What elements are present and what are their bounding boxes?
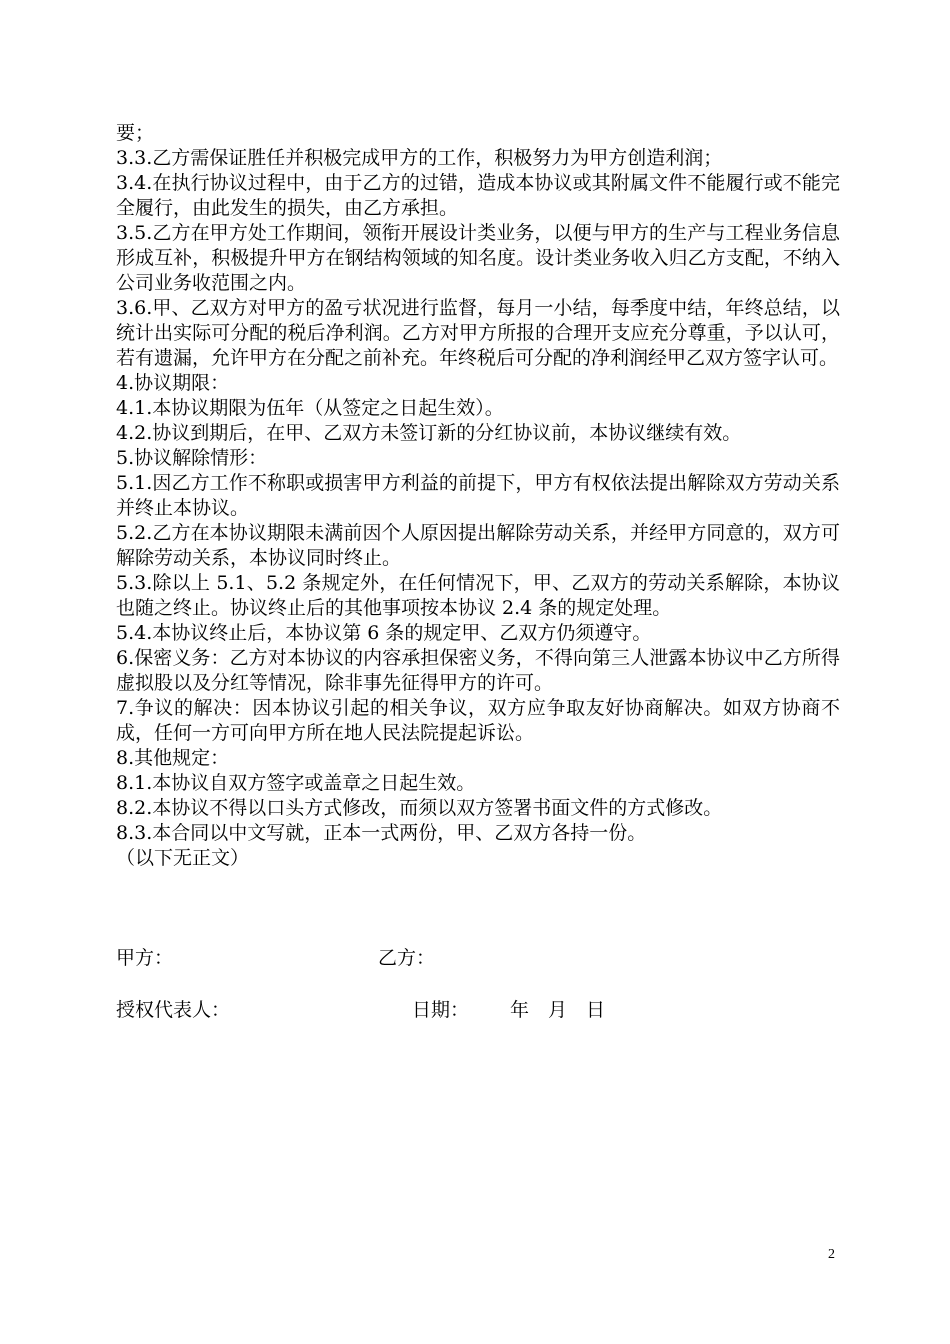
date-value: 年 月 日 bbox=[510, 999, 606, 1021]
paragraph: 7.争议的解决：因本协议引起的相关争议，双方应争取友好协商解决。如双方协商不成，任何一方可向甲方所在地人民法院提起诉讼。 bbox=[116, 697, 840, 744]
paragraph: 4.2.协议到期后，在甲、乙双方未签订新的分红协议前，本协议继续有效。 bbox=[116, 422, 742, 444]
paragraph: 3.3.乙方需保证胜任并积极完成甲方的工作，积极努力为甲方创造利润； bbox=[116, 147, 723, 169]
party-b-label: 乙方： bbox=[378, 947, 436, 969]
contract-body bbox=[116, 121, 840, 871]
end-of-text-note: （以下无正文） bbox=[116, 847, 250, 869]
section-heading: 4.协议期限： bbox=[116, 372, 230, 394]
page-number: 2 bbox=[828, 1247, 835, 1262]
paragraph: 8.3.本合同以中文写就，正本一式两份，甲、乙双方各持一份。 bbox=[116, 822, 647, 844]
paragraph: 3.4.在执行协议过程中，由于乙方的过错，造成本协议或其附属文件不能履行或不能完全履行，由此发生的损失，由乙方承担。 bbox=[116, 172, 840, 219]
paragraph: 4.1.本协议期限为伍年（从签定之日起生效）。 bbox=[116, 397, 504, 419]
section-heading: 8.其他规定： bbox=[116, 747, 230, 769]
paragraph: 5.1.因乙方工作不称职或损害甲方利益的前提下，甲方有权依法提出解除双方劳动关系并终止本协议。 bbox=[116, 472, 840, 519]
paragraph: 5.3.除以上 5.1、5.2 条规定外，在任何情况下，甲、乙双方的劳动关系解除，本协议也随之终止。协议终止后的其他事项按本协议 2.4 条的规定处理。 bbox=[116, 572, 840, 619]
paragraph: 6.保密义务：乙方对本协议的内容承担保密义务，不得向第三人泄露本协议中乙方所得虚拟股以及分红等情况，除非事先征得甲方的许可。 bbox=[116, 647, 840, 694]
date-label: 日期： bbox=[412, 999, 470, 1021]
paragraph: 3.5.乙方在甲方处工作期间，领衔开展设计类业务，以便与甲方的生产与工程业务信息形成互补，积极提升甲方在钢结构领域的知名度。设计类业务收入归乙方支配，不纳入公司业务收范围之内。 bbox=[116, 222, 840, 294]
representative-label: 授权代表人： bbox=[116, 999, 231, 1021]
paragraph: 要； bbox=[116, 122, 155, 144]
paragraph: 5.2.乙方在本协议期限未满前因个人原因提出解除劳动关系，并经甲方同意的，双方可解除劳动关系，本协议同时终止。 bbox=[116, 522, 840, 569]
party-a-label: 甲方： bbox=[116, 947, 174, 969]
section-heading: 5.协议解除情形： bbox=[116, 447, 268, 469]
paragraph: 8.1.本协议自双方签字或盖章之日起生效。 bbox=[116, 772, 476, 794]
paragraph: 3.6.甲、乙双方对甲方的盈亏状况进行监督，每月一小结，每季度中结，年终总结，以统计出实际可分配的税后净利润。乙方对甲方所报的合理开支应充分尊重，予以认可，若有遗漏，允许甲方在分配之前补充。年终税后可分配的净利润经甲乙双方签字认可。 bbox=[116, 297, 840, 369]
paragraph: 5.4.本协议终止后，本协议第 6 条的规定甲、乙双方仍须遵守。 bbox=[116, 622, 652, 644]
paragraph: 8.2.本协议不得以口头方式修改，而须以双方签署书面文件的方式修改。 bbox=[116, 797, 723, 819]
